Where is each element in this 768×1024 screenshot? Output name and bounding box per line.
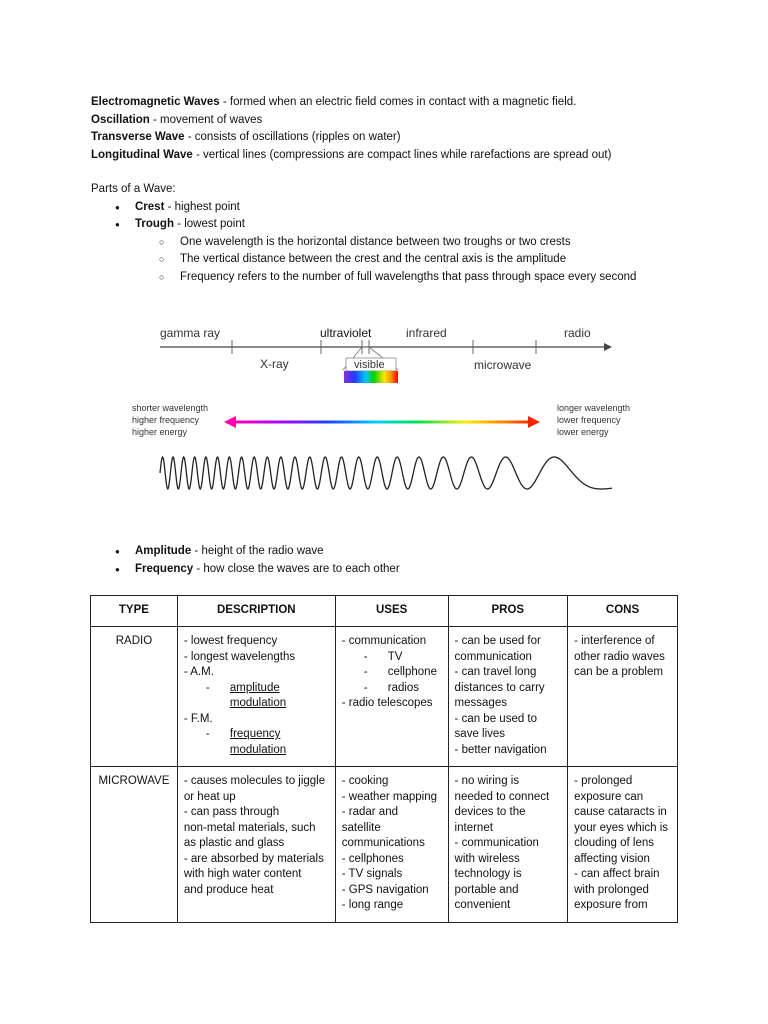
right-lower-energy: lower energy [557, 427, 609, 437]
label-infrared: infrared [406, 326, 447, 340]
header-type: TYPE [91, 596, 178, 627]
axis-arrowhead [604, 343, 612, 351]
cell-microwave-pros: - no wiring is needed to connect devices to the internet - communication with wireless technology is portable and convenient [448, 767, 568, 923]
cell-microwave-description: - causes molecules to jiggle or heat up - can pass through non-metal materials, such as plastic and glass - are absorbed by materials with high water content and produce heat [177, 767, 335, 923]
bullet-frequency: ● Frequency - how close the waves are to each other [91, 561, 731, 579]
right-longer-wavelength: longer wavelength [557, 403, 631, 413]
gradient-arrow-right-head [528, 416, 540, 428]
bullet-trough: ● Trough - lowest point [91, 216, 731, 234]
left-higher-frequency: higher frequency [132, 415, 200, 425]
parts-of-wave [91, 181, 731, 286]
em-waves-table [90, 595, 678, 923]
right-lower-frequency: lower frequency [557, 415, 621, 425]
sub-bullet-amplitude: ○ The vertical distance between the crest and the central axis is the amplitude [91, 251, 731, 269]
spectrum-diagram [120, 315, 650, 500]
cell-radio-pros: - can be used for communication - can travel long distances to carry messages - can be used to save lives - better navigation [448, 627, 568, 767]
cell-radio-type: RADIO [91, 627, 178, 767]
cell-microwave-uses: - cooking - weather mapping - radar and satellite communications - cellphones - TV signals - GPS navigation - long range [335, 767, 448, 923]
bullet-crest: ● Crest - highest point [91, 199, 731, 217]
header-pros: PROS [448, 596, 568, 627]
label-x-ray: X-ray [260, 357, 289, 371]
cell-radio-cons: - interference of other radio waves can be a problem [568, 627, 678, 767]
table-header-row [91, 596, 678, 627]
definition-longitudinal: Longitudinal Wave - vertical lines (compressions are compact lines while rarefactions are spread out) [91, 148, 612, 161]
header-description: DESCRIPTION [177, 596, 335, 627]
parts-heading: Parts of a Wave: [91, 183, 176, 195]
wave-properties [91, 543, 731, 578]
gradient-arrow-shaft [232, 421, 532, 424]
bullet-amplitude: ● Amplitude - height of the radio wave [91, 543, 731, 561]
definition-transverse: Transverse Wave - consists of oscillations (ripples on water) [91, 131, 401, 143]
gradient-arrow-left-head [224, 416, 236, 428]
cell-microwave-type: MICROWAVE [91, 767, 178, 923]
sub-bullet-frequency: ○ Frequency refers to the number of full wavelengths that pass through space every second [91, 269, 731, 287]
table-row-radio [91, 627, 678, 767]
header-uses: USES [335, 596, 448, 627]
cell-radio-uses: - communication - TV - cellphone - radios - radio telescopes [335, 627, 448, 767]
definitions [91, 94, 731, 164]
definition-oscillation: Oscillation - movement of waves [91, 113, 263, 126]
label-microwave: microwave [474, 358, 532, 372]
header-cons: CONS [568, 596, 678, 627]
left-shorter-wavelength: shorter wavelength [132, 403, 209, 413]
label-radio: radio [564, 326, 591, 340]
label-visible: visible [354, 359, 385, 371]
cell-microwave-cons: - prolonged exposure can cause cataracts in your eyes which is clouding of lens affecting vision - can affect brain with prolonged exposure from [568, 767, 678, 923]
cell-radio-description: - lowest frequency - longest wavelengths - A.M. - amplitude modulation - F.M. - frequency modulation [177, 627, 335, 767]
label-ultraviolet: ultraviolet [320, 326, 372, 340]
visible-spectrum-bar [344, 371, 398, 383]
left-higher-energy: higher energy [132, 427, 188, 437]
label-gamma-ray: gamma ray [160, 326, 221, 340]
chirp-wave [160, 457, 612, 489]
sub-bullet-wavelength: ○ One wavelength is the horizontal distance between two troughs or two crests [91, 234, 731, 252]
definition-electromagnetic: Electromagnetic Waves - formed when an electric field comes in contact with a magnetic field. [91, 96, 577, 108]
table-row-microwave [91, 767, 678, 923]
